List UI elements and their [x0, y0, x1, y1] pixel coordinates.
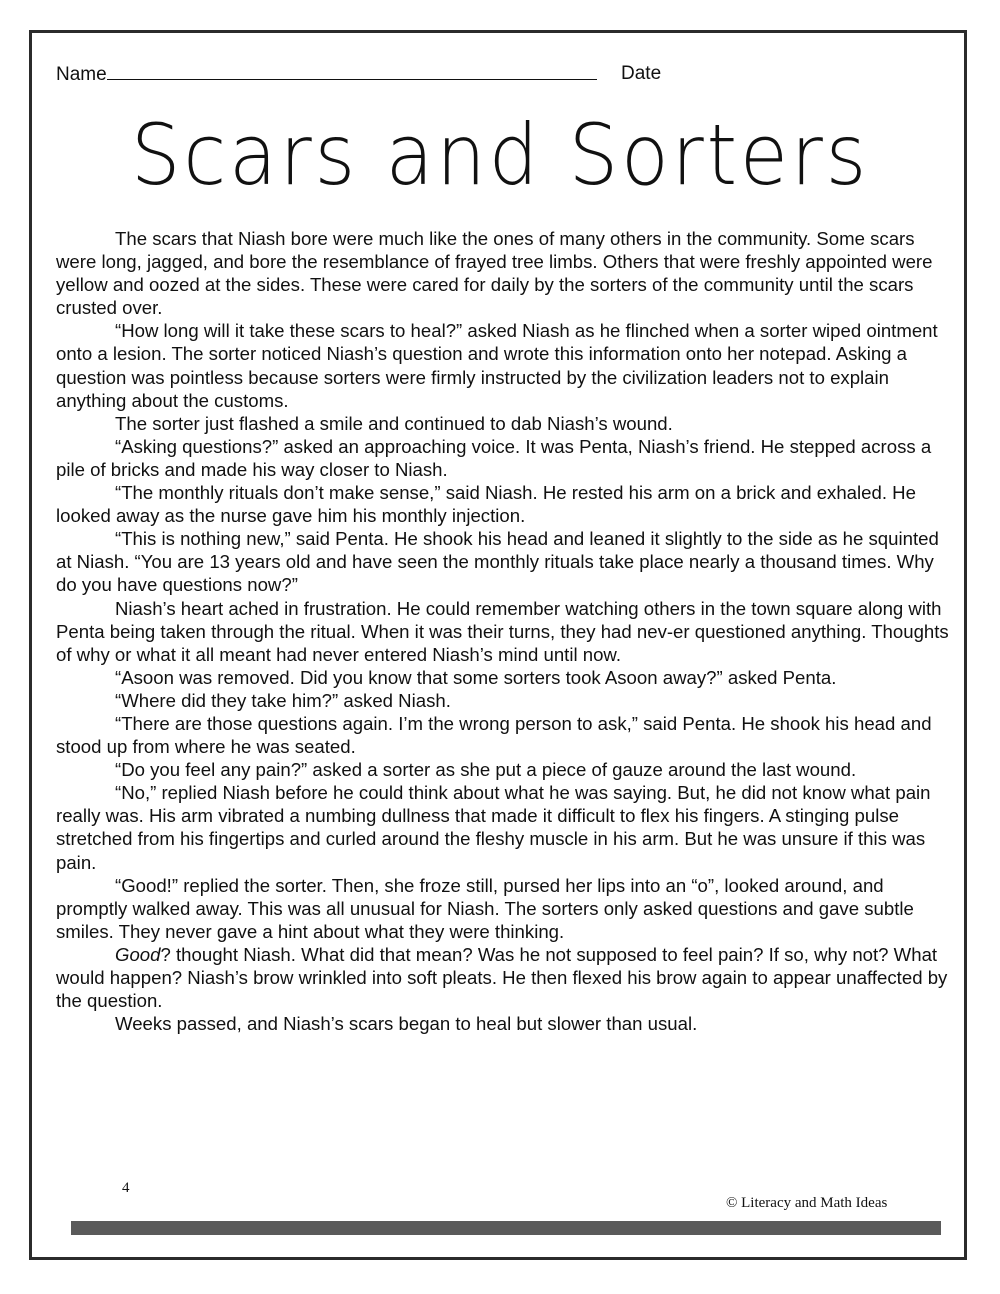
story-paragraph-final: Weeks passed, and Niash’s scars began to heal but slower than usual. [115, 1013, 698, 1035]
story-paragraph: “Asoon was removed. Did you know that some sorters took Asoon away?” asked Penta. [115, 666, 837, 688]
good-italic-word: Good [115, 943, 161, 965]
copyright-notice: © Literacy and Math Ideas [726, 1195, 888, 1211]
story-paragraph: “Where did they take him?” asked Niash. [115, 689, 451, 711]
story-paragraph-good [56, 943, 949, 1012]
date-line [621, 62, 666, 86]
story-title: Scars and Sorters [130, 106, 870, 204]
story-paragraph: “Do you feel any pain?” asked a sorter as she put a piece of gauze around the last wound. [115, 759, 857, 781]
story-paragraph: The scars that Niash bore were much like the ones of many others in the community. Some scars were long, jagged, and bore the resemblance of frayed tree limbs. Others that were freshly appointed were yellow and oozed at the sides. These were cared for daily by the sorters of the community until the scars crusted over. [56, 228, 933, 319]
story-paragraph: The sorter just flashed a smile and continued to dab Niash’s wound. [115, 412, 673, 434]
name-blank[interactable] [107, 62, 597, 80]
story-body [56, 227, 949, 1035]
page-number: 4 [122, 1180, 130, 1196]
date-label: Date [621, 63, 662, 84]
story-paragraph: Niash’s heart ached in frustration. He could remember watching others in the town square along with Penta being taken through the ritual. When it was their turns, they had nev-er questioned anything. Thoughts of why or what it all meant had never entered Niash’s mind until now. [56, 597, 949, 665]
story-paragraph: “There are those questions again. I’m the wrong person to ask,” said Penta. He shook his head and stood up from where he was seated. [56, 712, 932, 758]
story-paragraph: “Asking questions?” asked an approaching voice. It was Penta, Niash’s friend. He stepped across a pile of bricks and made his way closer to Niash. [56, 435, 932, 480]
name-label: Name [56, 64, 107, 85]
good-paragraph-text: ? thought Niash. What did that mean? Was he not supposed to feel pain? If so, why not? What would happen? Niash’s brow wrinkled into soft pleats. He then flexed his brow again to appear unaffected by the question. [56, 943, 948, 1012]
story-paragraph: “No,” replied Niash before he could think about what he was saying. But, he did not know what pain really was. His arm vibrated a numbing dullness that made it difficult to flex his fingers. A stinging pulse stretched from his fingertips and curled around the fleshy muscle in his arm. But he was unsure if this was pain. [56, 782, 931, 873]
story-paragraph: “How long will it take these scars to heal?” asked Niash as he flinched when a sorter wiped ointment onto a lesion. The sorter noticed Niash’s question and wrote this information onto her notepad. Asking a question was pointless because sorters were firmly instructed by the civilization leaders not to explain anything about the customs. [56, 320, 938, 411]
story-paragraph: “Good!” replied the sorter. Then, she froze still, pursed her lips into an “o”, looked around, and promptly walked away. This was all unusual for Niash. The sorters only asked questions and gave subtle smiles. They never gave a hint about what they were thinking. [56, 874, 914, 942]
footer-bar [71, 1221, 941, 1235]
name-line [56, 62, 597, 87]
story-paragraph: “This is nothing new,” said Penta. He shook his head and leaned it slightly to the side as he squinted at Niash. “You are 13 years old and have seen the monthly rituals take place nearly a thousand times. Why do you have questions now?” [56, 528, 939, 596]
story-paragraph: “The monthly rituals don’t make sense,” said Niash. He rested his arm on a brick and exhaled. He looked away as the nurse gave him his monthly injection. [56, 482, 916, 527]
